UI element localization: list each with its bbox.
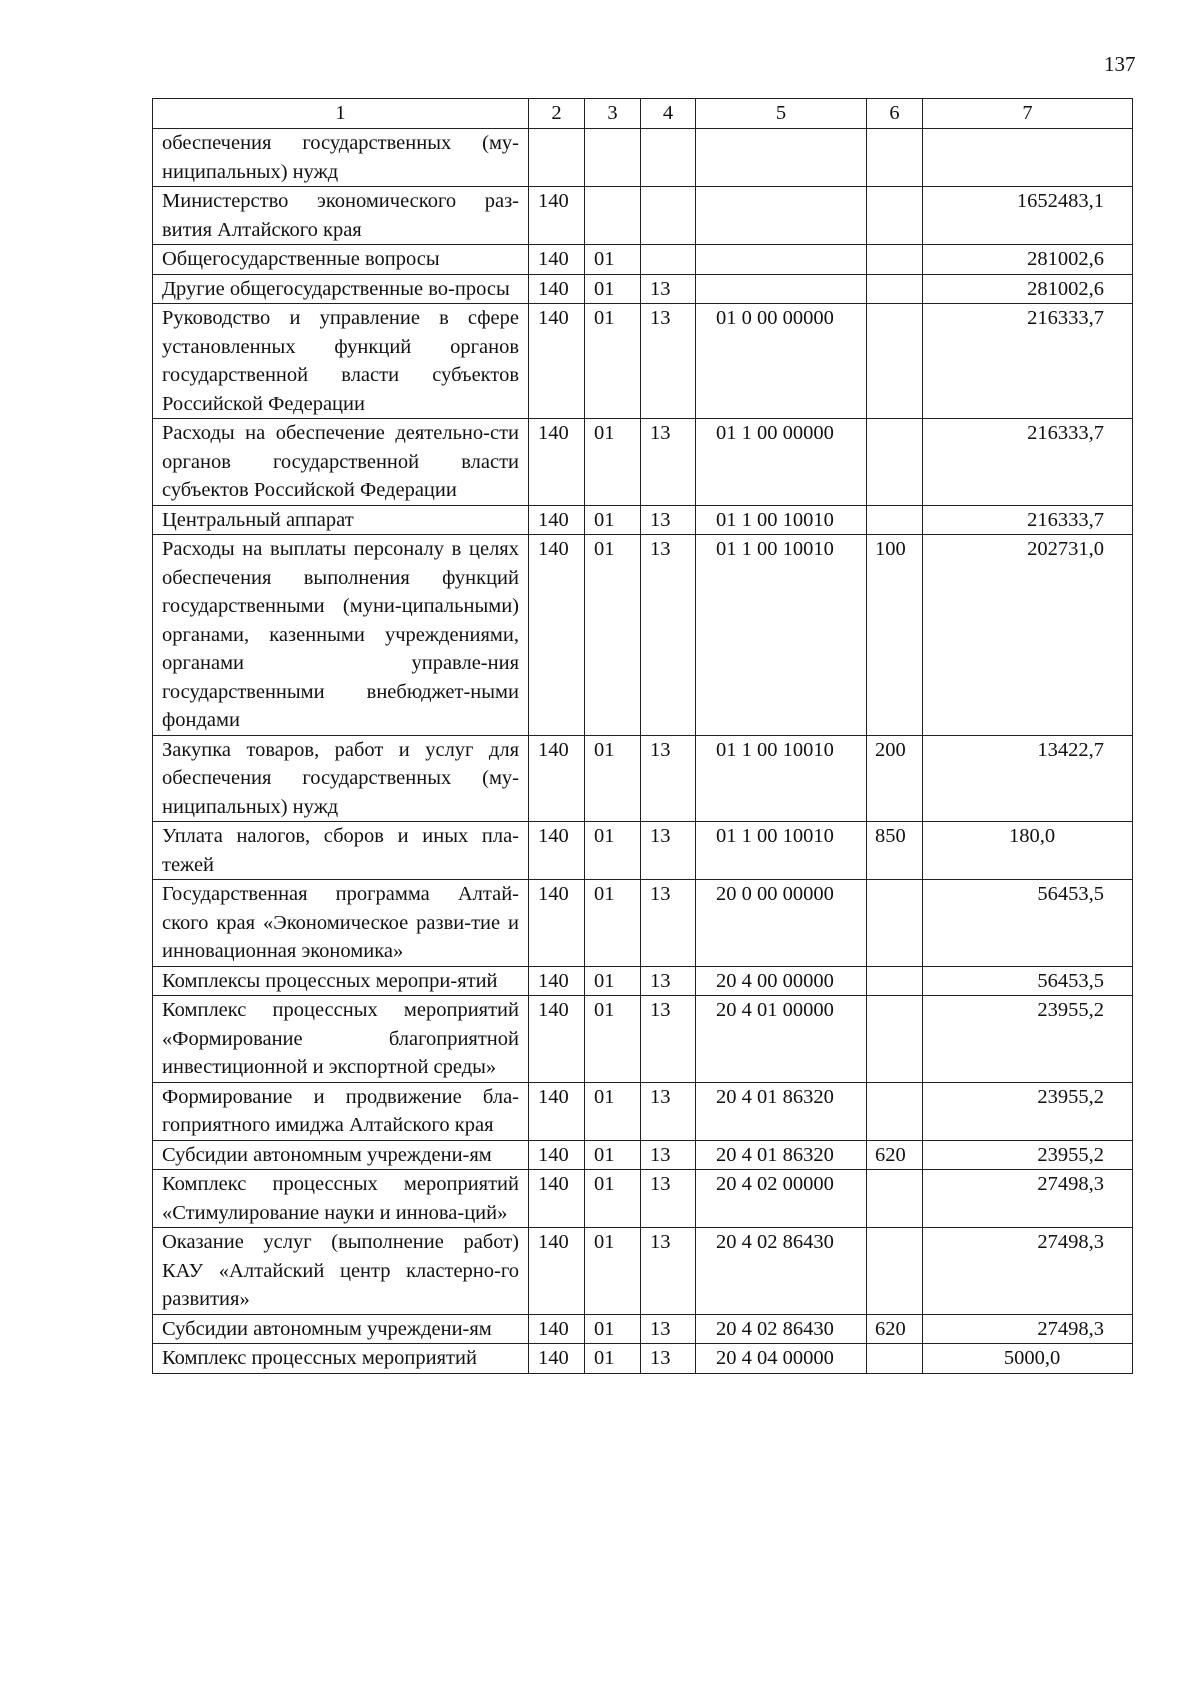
cell-subsection: 13: [641, 880, 696, 967]
cell-subsection: 13: [641, 274, 696, 304]
cell-expense-type: [867, 1344, 923, 1374]
cell-subsection: 13: [641, 1140, 696, 1170]
cell-amount: 216333,7: [923, 304, 1133, 419]
cell-ministry-code: 140: [529, 1314, 585, 1344]
cell-target-article: 01 1 00 10010: [696, 535, 867, 736]
cell-section: 01: [585, 535, 641, 736]
cell-target-article: [696, 187, 867, 245]
header-col-4: 4: [641, 99, 696, 129]
table-row: [153, 245, 1133, 275]
cell-subsection: [641, 129, 696, 187]
page-number: 137: [1104, 52, 1136, 76]
budget-table: [152, 98, 1133, 1374]
cell-section: 01: [585, 419, 641, 506]
cell-expense-type: [867, 1082, 923, 1140]
cell-section: 01: [585, 1314, 641, 1344]
cell-section: 01: [585, 245, 641, 275]
cell-expense-type: [867, 187, 923, 245]
cell-target-article: 01 0 00 00000: [696, 304, 867, 419]
cell-subsection: 13: [641, 1170, 696, 1228]
cell-ministry-code: 140: [529, 274, 585, 304]
cell-name: Государственная программа Алтай-ского края «Экономическое разви-тие и инновационная экономика»: [153, 880, 529, 967]
table-row: [153, 129, 1133, 187]
cell-ministry-code: 140: [529, 822, 585, 880]
table-row: [153, 1344, 1133, 1374]
cell-ministry-code: 140: [529, 1082, 585, 1140]
cell-ministry-code: 140: [529, 880, 585, 967]
cell-amount: 216333,7: [923, 505, 1133, 535]
cell-target-article: 20 4 02 86430: [696, 1314, 867, 1344]
header-col-3: 3: [585, 99, 641, 129]
cell-expense-type: 200: [867, 735, 923, 822]
cell-expense-type: [867, 880, 923, 967]
table-row: [153, 1228, 1133, 1315]
cell-subsection: 13: [641, 822, 696, 880]
cell-section: 01: [585, 1170, 641, 1228]
cell-expense-type: [867, 966, 923, 996]
cell-target-article: 20 4 02 86430: [696, 1228, 867, 1315]
table-row: [153, 1140, 1133, 1170]
cell-amount: 5000,0: [923, 1344, 1133, 1374]
cell-section: 01: [585, 1140, 641, 1170]
cell-name: Комплекс процессных мероприятий: [153, 1344, 529, 1374]
cell-name: Субсидии автономным учреждени-ям: [153, 1140, 529, 1170]
cell-section: 01: [585, 966, 641, 996]
cell-section: [585, 129, 641, 187]
cell-target-article: 01 1 00 00000: [696, 419, 867, 506]
cell-ministry-code: 140: [529, 1344, 585, 1374]
cell-subsection: 13: [641, 996, 696, 1083]
header-col-1: 1: [153, 99, 529, 129]
cell-expense-type: [867, 304, 923, 419]
cell-subsection: [641, 187, 696, 245]
cell-name: Комплексы процессных меропри-ятий: [153, 966, 529, 996]
cell-amount: 27498,3: [923, 1170, 1133, 1228]
cell-name: Комплекс процессных мероприятий «Формирование благоприятной инвестиционной и экспортной среды»: [153, 996, 529, 1083]
header-row: [153, 99, 1133, 129]
cell-target-article: [696, 274, 867, 304]
cell-target-article: 20 4 01 86320: [696, 1082, 867, 1140]
cell-ministry-code: 140: [529, 419, 585, 506]
cell-target-article: 20 4 01 86320: [696, 1140, 867, 1170]
cell-section: 01: [585, 1228, 641, 1315]
cell-target-article: 20 4 00 00000: [696, 966, 867, 996]
cell-expense-type: [867, 505, 923, 535]
cell-ministry-code: [529, 129, 585, 187]
cell-subsection: 13: [641, 966, 696, 996]
cell-amount: 202731,0: [923, 535, 1133, 736]
cell-target-article: 01 1 00 10010: [696, 822, 867, 880]
cell-subsection: 13: [641, 304, 696, 419]
cell-amount: 23955,2: [923, 1140, 1133, 1170]
table-row: [153, 966, 1133, 996]
cell-ministry-code: 140: [529, 1170, 585, 1228]
cell-subsection: 13: [641, 505, 696, 535]
table-row: [153, 535, 1133, 736]
cell-ministry-code: 140: [529, 187, 585, 245]
table-row: [153, 419, 1133, 506]
cell-ministry-code: 140: [529, 966, 585, 996]
header-col-2: 2: [529, 99, 585, 129]
cell-expense-type: [867, 1228, 923, 1315]
cell-name: Расходы на выплаты персоналу в целях обеспечения выполнения функций государственными (муни-ципальными) органами, казенными учреждениями, органами управле-ния государственными внебюджет-ными фондами: [153, 535, 529, 736]
table-row: [153, 880, 1133, 967]
table-row: [153, 304, 1133, 419]
cell-expense-type: [867, 419, 923, 506]
cell-target-article: 20 0 00 00000: [696, 880, 867, 967]
cell-subsection: 13: [641, 735, 696, 822]
cell-amount: 281002,6: [923, 274, 1133, 304]
cell-name: Оказание услуг (выполнение работ) КАУ «Алтайский центр кластерно-го развития»: [153, 1228, 529, 1315]
cell-amount: 281002,6: [923, 245, 1133, 275]
cell-target-article: 20 4 04 00000: [696, 1344, 867, 1374]
cell-name: Субсидии автономным учреждени-ям: [153, 1314, 529, 1344]
cell-expense-type: [867, 245, 923, 275]
table-row: [153, 1170, 1133, 1228]
cell-expense-type: 620: [867, 1140, 923, 1170]
cell-expense-type: [867, 996, 923, 1083]
cell-amount: 1652483,1: [923, 187, 1133, 245]
cell-amount: [923, 129, 1133, 187]
table-row: [153, 274, 1133, 304]
cell-subsection: 13: [641, 1314, 696, 1344]
cell-amount: 23955,2: [923, 996, 1133, 1083]
table-row: [153, 735, 1133, 822]
cell-subsection: [641, 245, 696, 275]
cell-target-article: [696, 245, 867, 275]
cell-target-article: 01 1 00 10010: [696, 735, 867, 822]
cell-name: обеспечения государственных (му-ниципальных) нужд: [153, 129, 529, 187]
cell-target-article: 01 1 00 10010: [696, 505, 867, 535]
cell-target-article: 20 4 01 00000: [696, 996, 867, 1083]
cell-expense-type: 850: [867, 822, 923, 880]
cell-section: 01: [585, 274, 641, 304]
cell-section: 01: [585, 1344, 641, 1374]
cell-section: 01: [585, 996, 641, 1083]
cell-expense-type: 100: [867, 535, 923, 736]
table-row: [153, 1314, 1133, 1344]
cell-name: Закупка товаров, работ и услуг для обеспечения государственных (му-ниципальных) нужд: [153, 735, 529, 822]
cell-amount: 27498,3: [923, 1314, 1133, 1344]
header-col-7: 7: [923, 99, 1133, 129]
cell-name: Руководство и управление в сфере установленных функций органов государственной власти субъектов Российской Федерации: [153, 304, 529, 419]
table-row: [153, 505, 1133, 535]
cell-expense-type: [867, 274, 923, 304]
cell-ministry-code: 140: [529, 304, 585, 419]
cell-expense-type: 620: [867, 1314, 923, 1344]
cell-section: 01: [585, 735, 641, 822]
cell-section: 01: [585, 880, 641, 967]
cell-section: [585, 187, 641, 245]
cell-section: 01: [585, 1082, 641, 1140]
cell-ministry-code: 140: [529, 735, 585, 822]
cell-section: 01: [585, 304, 641, 419]
table-row: [153, 1082, 1133, 1140]
cell-name: Министерство экономического раз-вития Алтайского края: [153, 187, 529, 245]
header-col-6: 6: [867, 99, 923, 129]
cell-subsection: 13: [641, 1082, 696, 1140]
cell-name: Расходы на обеспечение деятельно-сти органов государственной власти субъектов Российской Федерации: [153, 419, 529, 506]
cell-amount: 56453,5: [923, 966, 1133, 996]
cell-section: 01: [585, 505, 641, 535]
cell-name: Другие общегосударственные во-просы: [153, 274, 529, 304]
cell-ministry-code: 140: [529, 996, 585, 1083]
cell-ministry-code: 140: [529, 535, 585, 736]
cell-amount: 180,0: [923, 822, 1133, 880]
cell-subsection: 13: [641, 1344, 696, 1374]
cell-name: Уплата налогов, сборов и иных пла-тежей: [153, 822, 529, 880]
cell-name: Формирование и продвижение бла-гоприятного имиджа Алтайского края: [153, 1082, 529, 1140]
table-body: [153, 129, 1133, 1374]
cell-ministry-code: 140: [529, 505, 585, 535]
cell-name: Общегосударственные вопросы: [153, 245, 529, 275]
table-row: [153, 996, 1133, 1083]
cell-amount: 27498,3: [923, 1228, 1133, 1315]
cell-name: Центральный аппарат: [153, 505, 529, 535]
cell-expense-type: [867, 1170, 923, 1228]
cell-expense-type: [867, 129, 923, 187]
cell-subsection: 13: [641, 535, 696, 736]
cell-amount: 216333,7: [923, 419, 1133, 506]
table-row: [153, 822, 1133, 880]
cell-amount: 56453,5: [923, 880, 1133, 967]
cell-amount: 23955,2: [923, 1082, 1133, 1140]
cell-ministry-code: 140: [529, 1228, 585, 1315]
cell-name: Комплекс процессных мероприятий «Стимулирование науки и иннова-ций»: [153, 1170, 529, 1228]
cell-subsection: 13: [641, 419, 696, 506]
table-row: [153, 187, 1133, 245]
cell-subsection: 13: [641, 1228, 696, 1315]
cell-target-article: [696, 129, 867, 187]
cell-ministry-code: 140: [529, 245, 585, 275]
cell-amount: 13422,7: [923, 735, 1133, 822]
header-col-5: 5: [696, 99, 867, 129]
cell-section: 01: [585, 822, 641, 880]
cell-ministry-code: 140: [529, 1140, 585, 1170]
cell-target-article: 20 4 02 00000: [696, 1170, 867, 1228]
